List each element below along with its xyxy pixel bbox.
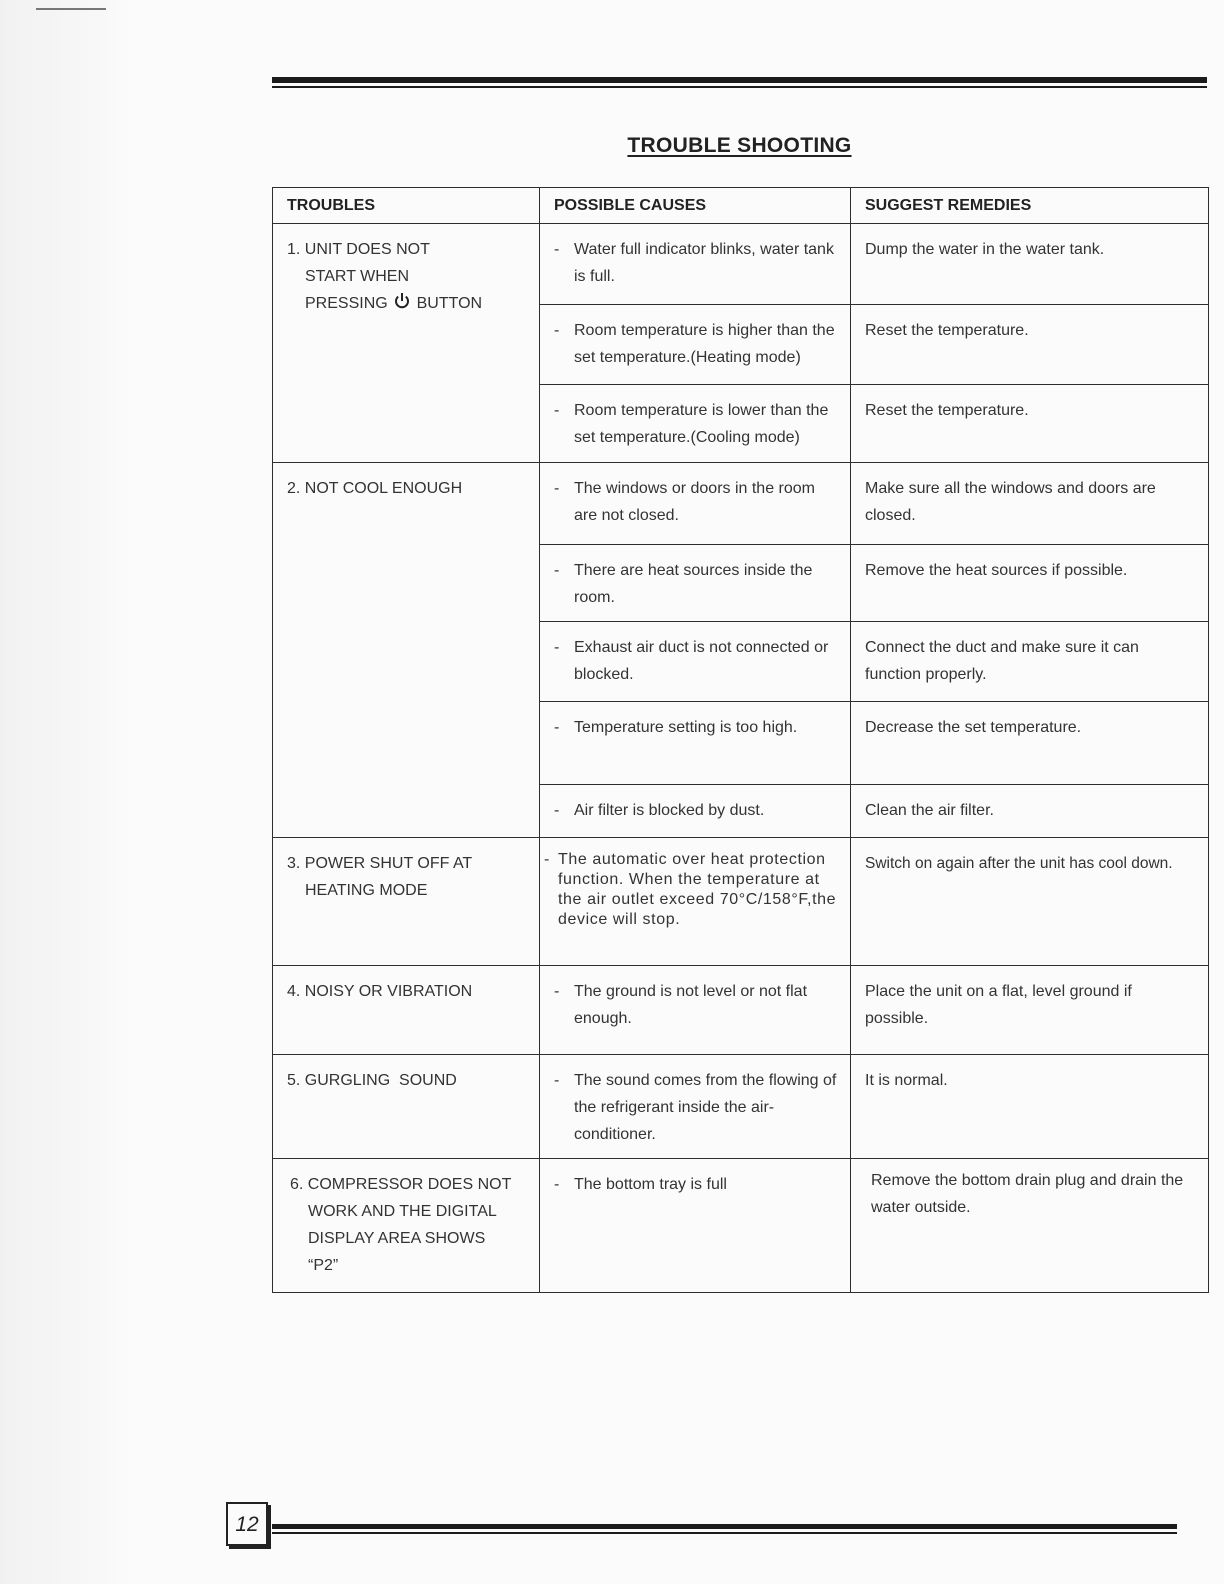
table-row xyxy=(273,838,1209,966)
page-number: 12 xyxy=(226,1502,268,1546)
cause-cell: - There are heat sources inside the room. xyxy=(540,545,851,622)
table-row xyxy=(273,224,1209,305)
trouble-line: 5. GURGLING SOUND xyxy=(287,1072,457,1089)
cause-cell: - The bottom tray is full xyxy=(540,1159,851,1293)
remedy-cell: Remove the bottom drain plug and drain the water outside. xyxy=(851,1159,1209,1293)
cause-cell: - The windows or doors in the room are not closed. xyxy=(540,463,851,545)
trouble-line: WORK AND THE DIGITAL xyxy=(308,1203,497,1220)
remedy-cell: Clean the air filter. xyxy=(851,785,1209,838)
trouble-line: START WHEN xyxy=(305,268,410,285)
cause-cell: - The ground is not level or not flat enough. xyxy=(540,966,851,1055)
page-title: TROUBLE SHOOTING xyxy=(627,134,852,157)
trouble-line: 3. POWER SHUT OFF AT xyxy=(287,855,473,872)
cause-cell: - Water full indicator blinks, water tank is full. xyxy=(540,224,851,305)
scan-mark xyxy=(36,8,106,10)
troubleshooting-table xyxy=(272,187,1209,1293)
table-header-row xyxy=(273,188,1209,224)
header-possible-causes: POSSIBLE CAUSES xyxy=(540,188,851,224)
remedy-cell: Connect the duct and make sure it can function properly. xyxy=(851,622,1209,702)
trouble-line: 2. NOT COOL ENOUGH xyxy=(287,480,463,497)
cause-cell: - The automatic over heat protection function. When the temperature at the air outlet exceed 70°C/158°F,the device will stop. xyxy=(540,838,851,966)
trouble-line: 1. UNIT DOES NOT xyxy=(287,241,430,258)
trouble-line: 6. COMPRESSOR DOES NOT xyxy=(290,1176,512,1193)
trouble-cell xyxy=(273,1159,540,1293)
remedy-cell: Remove the heat sources if possible. xyxy=(851,545,1209,622)
trouble-cell xyxy=(273,966,540,1055)
remedy-cell: Switch on again after the unit has cool down. xyxy=(851,838,1209,966)
remedy-cell: Decrease the set temperature. xyxy=(851,702,1209,785)
trouble-line-with-icon: PRESSING BUTTON xyxy=(287,290,529,319)
remedy-cell: It is normal. xyxy=(851,1055,1209,1159)
cause-cell: - Temperature setting is too high. xyxy=(540,702,851,785)
remedy-cell: Reset the temperature. xyxy=(851,305,1209,385)
cause-cell: - Room temperature is higher than the set temperature.(Heating mode) xyxy=(540,305,851,385)
table-row xyxy=(273,1159,1209,1293)
remedy-cell: Make sure all the windows and doors are closed. xyxy=(851,463,1209,545)
table-row xyxy=(273,463,1209,545)
binding-edge xyxy=(0,0,140,1584)
trouble-line: 4. NOISY OR VIBRATION xyxy=(287,983,473,1000)
trouble-cell xyxy=(273,224,540,463)
trouble-cell xyxy=(273,1055,540,1159)
remedy-cell: Place the unit on a flat, level ground if possible. xyxy=(851,966,1209,1055)
header-suggest-remedies: SUGGEST REMEDIES xyxy=(851,188,1209,224)
trouble-cell xyxy=(273,838,540,966)
trouble-line: “P2” xyxy=(308,1257,339,1274)
cause-cell: - The sound comes from the flowing of the refrigerant inside the air-conditioner. xyxy=(540,1055,851,1159)
cause-cell: - Exhaust air duct is not connected or blocked. xyxy=(540,622,851,702)
cause-cell: - Room temperature is lower than the set temperature.(Cooling mode) xyxy=(540,385,851,463)
bottom-rule xyxy=(272,1524,1177,1534)
cause-cell: - Air filter is blocked by dust. xyxy=(540,785,851,838)
remedy-cell: Dump the water in the water tank. xyxy=(851,224,1209,305)
top-rule xyxy=(272,77,1207,88)
trouble-cell xyxy=(273,463,540,838)
table-row xyxy=(273,966,1209,1055)
remedy-cell: Reset the temperature. xyxy=(851,385,1209,463)
table-row xyxy=(273,1055,1209,1159)
header-troubles: TROUBLES xyxy=(273,188,540,224)
trouble-line: DISPLAY AREA SHOWS xyxy=(308,1230,486,1247)
power-icon xyxy=(394,292,410,319)
trouble-line: HEATING MODE xyxy=(305,882,428,899)
